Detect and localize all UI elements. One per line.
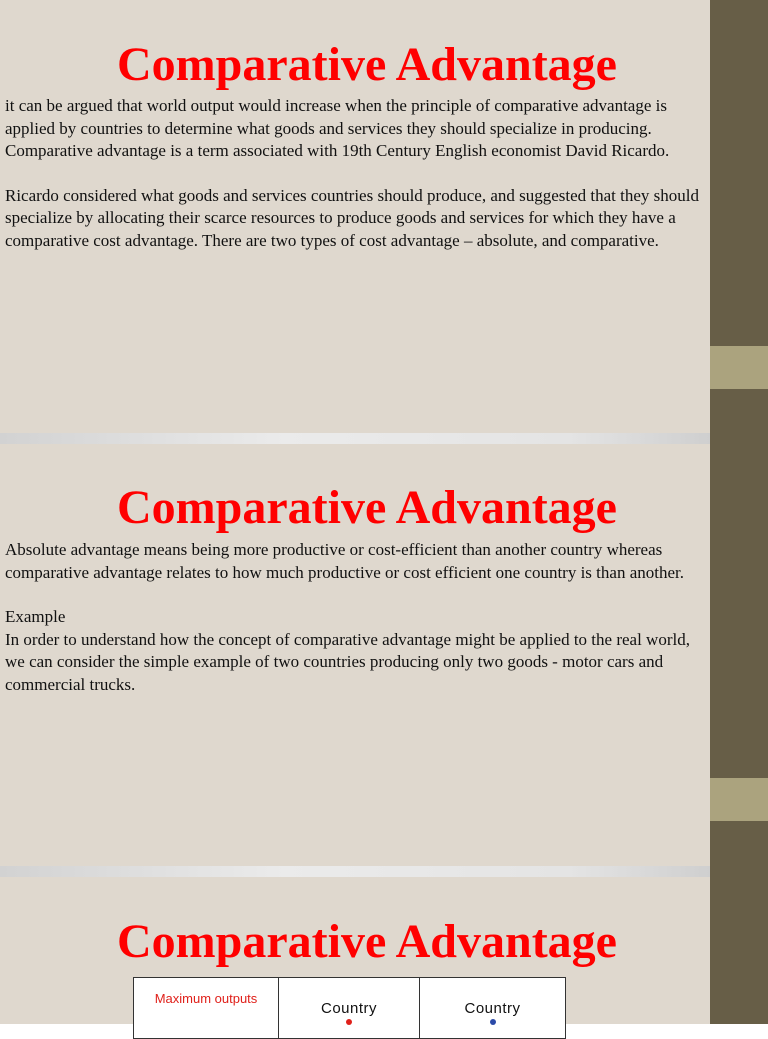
slide-separator bbox=[0, 433, 710, 444]
table-header-cell bbox=[420, 978, 565, 1038]
paragraph: Ricardo considered what goods and services countries should produce, and suggested that they should specialize by allocating their scarce resources to produce goods and services for which they have a comparative cost advantage. There are two types of cost advantage – absolute, and comparative. bbox=[5, 185, 700, 250]
paragraph: In order to understand how the concept of comparative advantage might be applied to the real world, we can consider the simple example of two countries producing only two goods - motor cars and commercial trucks. bbox=[5, 629, 690, 694]
slide-title: Comparative Advantage bbox=[117, 481, 617, 534]
slide-body bbox=[5, 539, 705, 696]
table-header-cell: Maximum outputs bbox=[134, 978, 279, 1038]
slide-separator bbox=[0, 866, 710, 877]
slide-title: Comparative Advantage bbox=[117, 38, 617, 91]
paragraph: Absolute advantage means being more productive or cost-efficient than another country whereas comparative advantage relates to how much productive or cost efficient one country is than another. bbox=[5, 540, 684, 582]
sidebar-accent-2 bbox=[710, 778, 768, 821]
country-label: Country bbox=[320, 1000, 378, 1017]
output-table bbox=[133, 977, 566, 1039]
right-sidebar bbox=[710, 0, 768, 1024]
paragraph: it can be argued that world output would increase when the principle of comparative advantage is applied by countries to determine what goods and services they should specialize in producing. Comparative advantage is a term associated with 19th Century English economist David Ricardo. bbox=[5, 96, 670, 160]
country-label: Country bbox=[464, 1000, 521, 1017]
slide-title: Comparative Advantage bbox=[117, 915, 617, 968]
country-marker bbox=[490, 1019, 496, 1025]
sidebar-accent-1 bbox=[710, 346, 768, 389]
slide-1 bbox=[0, 0, 710, 433]
slide-body bbox=[5, 95, 705, 252]
country-marker bbox=[346, 1019, 352, 1025]
example-heading: Example bbox=[5, 607, 66, 626]
slide-2 bbox=[0, 444, 710, 866]
table-header-cell bbox=[279, 978, 420, 1038]
